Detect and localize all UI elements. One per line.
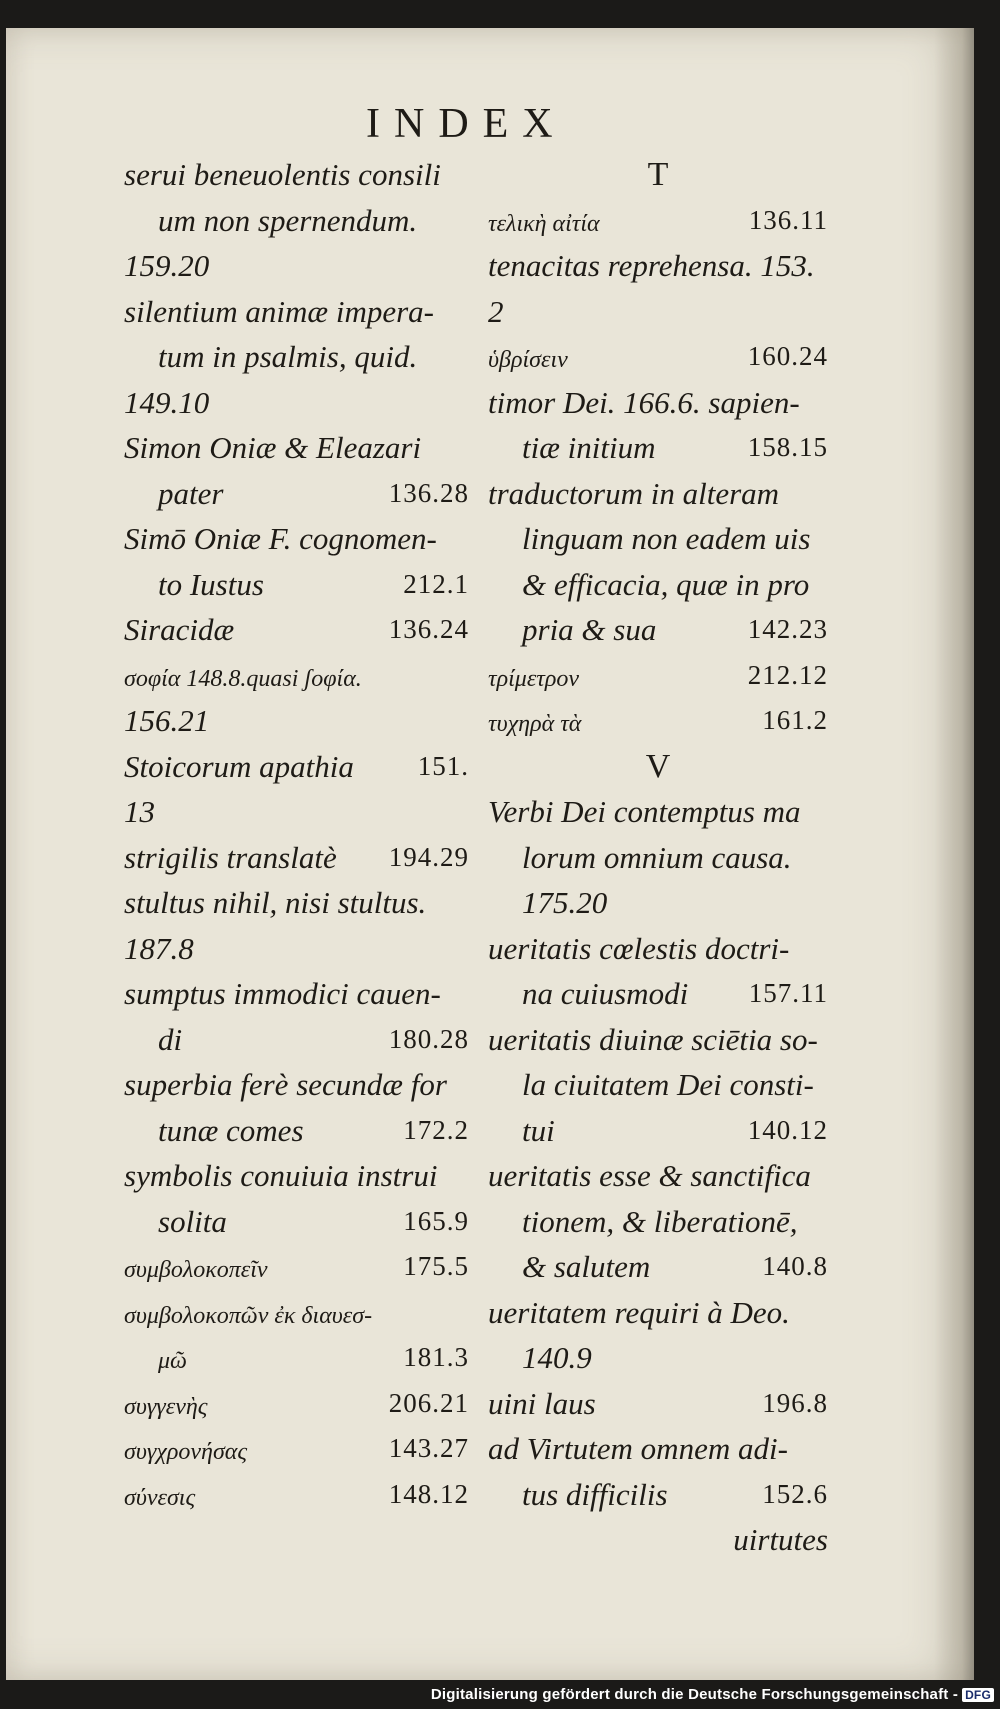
index-entry-text: τυχηρὰ τὰ xyxy=(488,711,582,737)
index-entry-text: um non spernendum. xyxy=(158,202,418,238)
index-entry-text: to Iustus xyxy=(158,566,264,602)
index-entry-text: συμβολοκοπεῖν xyxy=(124,1257,268,1283)
index-entry-line xyxy=(488,926,828,972)
index-entry-text: σοφία 148.8.quasi ʃοφία. xyxy=(124,665,362,692)
index-entry-text: Simon Oniæ & Eleazari xyxy=(124,430,422,465)
index-entry-text: serui beneuolentis consili xyxy=(124,157,441,192)
index-entry-text: 2 xyxy=(488,293,504,329)
index-column-right xyxy=(488,152,828,1563)
index-entry-text: Siracidæ xyxy=(124,612,235,647)
index-entry-text: ueritatis diuinæ sciētia so- xyxy=(488,1021,818,1057)
index-entry-line xyxy=(488,334,828,380)
index-entry-line xyxy=(124,1244,469,1290)
index-entry-line xyxy=(124,1153,469,1199)
index-entry-text: tenacitas reprehensa. 153. xyxy=(488,248,815,283)
index-entry-text: 149.10 xyxy=(124,384,210,420)
book-page xyxy=(6,28,974,1680)
index-entry-text: 156.21 xyxy=(124,703,210,738)
index-entry-text: la ciuitatem Dei consti- xyxy=(522,1067,814,1102)
index-entry-text: 140.9 xyxy=(522,1340,592,1375)
index-entry-line xyxy=(124,425,469,471)
index-entry-line xyxy=(488,880,828,926)
index-entry-line xyxy=(488,1017,828,1063)
index-entry-text: solita xyxy=(158,1203,227,1239)
index-entry-text: τρίμετρον xyxy=(488,665,580,692)
index-entry-line xyxy=(488,1517,828,1563)
index-entry-line xyxy=(488,1244,828,1290)
index-entry-line xyxy=(488,1062,828,1108)
index-page-reference: 194.29 xyxy=(388,841,469,872)
index-entry-text: stultus nihil, nisi stultus. xyxy=(124,885,427,920)
index-page-reference: 161.2 xyxy=(762,705,828,735)
index-page-reference: 160.24 xyxy=(747,341,828,371)
index-entry-line xyxy=(488,471,828,517)
index-entry-text: sumptus immodici cauen- xyxy=(124,976,441,1011)
index-entry-text: uirtutes xyxy=(733,1522,828,1557)
footer-credit-text: Digitalisierung gefördert durch die Deutsche Forschungsgemeinschaft - xyxy=(430,1686,959,1703)
index-entry-line xyxy=(488,1426,828,1472)
index-entry-text: tus difficilis xyxy=(522,1476,668,1512)
index-page-reference: 180.28 xyxy=(388,1023,469,1054)
index-entry-line xyxy=(124,152,469,198)
index-entry-line xyxy=(124,562,469,608)
index-page-reference: 140.8 xyxy=(762,1251,828,1281)
index-entry-text: μῶ xyxy=(158,1348,187,1374)
index-entry-line xyxy=(124,789,469,835)
index-entry-line xyxy=(124,1290,469,1336)
index-page-reference: 136.28 xyxy=(388,477,469,508)
index-entry-line xyxy=(488,380,828,426)
index-entry-line xyxy=(124,198,469,244)
index-entry-text: Verbi Dei contemptus ma xyxy=(488,794,801,829)
index-entry-text: di xyxy=(158,1021,183,1057)
index-entry-line xyxy=(124,1062,469,1108)
index-entry-line xyxy=(488,607,828,653)
index-entry-text: V xyxy=(645,747,671,785)
index-entry-text: συγγενὴς xyxy=(124,1393,208,1420)
index-entry-line xyxy=(488,516,828,562)
index-entry-line xyxy=(124,380,469,426)
index-page-reference: 212.1 xyxy=(403,568,469,599)
index-entry-text: 187.8 xyxy=(124,930,194,966)
index-entry-line xyxy=(124,1335,469,1381)
page-header: INDEX xyxy=(366,101,567,147)
index-page-reference: 140.12 xyxy=(747,1114,828,1145)
index-entry-line xyxy=(124,971,469,1017)
index-entry-line xyxy=(124,1472,469,1518)
index-entry-text: σύνεσις xyxy=(124,1484,196,1511)
index-page-reference: 142.23 xyxy=(747,614,828,644)
index-entry-line xyxy=(488,698,828,744)
index-entry-text: na cuiusmodi xyxy=(522,976,689,1011)
index-entry-text: pria & sua xyxy=(522,612,657,647)
index-entry-text: ueritatis cœlestis doctri- xyxy=(488,930,790,966)
digitization-footer xyxy=(431,1686,994,1703)
index-page-reference: 212.12 xyxy=(747,659,828,690)
index-entry-line xyxy=(488,971,828,1017)
index-entry-line xyxy=(488,562,828,608)
index-entry-text: linguam non eadem uis xyxy=(522,521,811,556)
index-column-left xyxy=(124,152,469,1517)
index-entry-line xyxy=(488,243,828,289)
index-entry-line xyxy=(488,1472,828,1518)
index-entry-line xyxy=(488,1290,828,1336)
index-entry-text: συγχρονήσας xyxy=(124,1439,248,1465)
index-entry-line xyxy=(488,1381,828,1427)
index-entry-text: tiæ initium xyxy=(522,430,656,465)
index-entry-line xyxy=(124,880,469,926)
index-section-letter xyxy=(488,152,828,198)
index-page-reference: 143.27 xyxy=(388,1433,469,1463)
index-page-reference: 151. xyxy=(417,750,469,781)
index-entry-text: 159.20 xyxy=(124,248,210,283)
index-entry-line xyxy=(124,243,469,289)
index-entry-line xyxy=(124,471,469,517)
index-entry-line xyxy=(124,744,469,790)
index-entry-text: traductorum in alteram xyxy=(488,475,780,511)
index-entry-text: ad Virtutem omnem adi- xyxy=(488,1431,788,1466)
index-entry-text: silentium animæ impera- xyxy=(124,293,434,329)
index-entry-text: & efficacia, quæ in pro xyxy=(522,566,810,602)
index-page-reference: 206.21 xyxy=(388,1387,469,1418)
index-entry-text: τελικὴ αἰτία xyxy=(488,210,600,237)
index-entry-line xyxy=(124,1017,469,1063)
index-entry-line xyxy=(488,198,828,244)
index-entry-text: superbia ferè secundæ for xyxy=(124,1067,447,1102)
index-entry-line xyxy=(124,653,469,699)
index-page-reference: 172.2 xyxy=(403,1114,469,1145)
index-entry-text: T xyxy=(647,156,669,193)
index-entry-text: pater xyxy=(158,475,224,511)
index-entry-text: Stoicorum apathia xyxy=(124,748,354,784)
index-entry-line xyxy=(488,835,828,881)
index-entry-text: συμβολοκοπῶν ἐκ διαυεσ- xyxy=(124,1302,373,1329)
index-entry-line xyxy=(124,607,469,653)
index-page-reference: 196.8 xyxy=(762,1387,828,1418)
index-entry-line xyxy=(488,789,828,835)
dfg-logo-badge: DFG xyxy=(962,1688,994,1702)
index-entry-line xyxy=(488,289,828,335)
index-entry-text: ueritatem requiri à Deo. xyxy=(488,1294,790,1330)
index-page-reference: 148.12 xyxy=(388,1478,469,1509)
index-entry-text: tum in psalmis, quid. xyxy=(158,339,418,374)
index-entry-text: uini laus xyxy=(488,1385,596,1421)
index-entry-line xyxy=(124,334,469,380)
index-entry-line xyxy=(488,425,828,471)
index-page-reference: 158.15 xyxy=(747,432,828,462)
index-entry-line xyxy=(488,1153,828,1199)
index-entry-line xyxy=(124,1199,469,1245)
index-entry-line xyxy=(124,926,469,972)
index-entry-line xyxy=(124,516,469,562)
index-page-reference: 157.11 xyxy=(748,978,828,1008)
index-entry-text: & salutem xyxy=(522,1249,651,1284)
index-entry-text: ueritatis esse & sanctifica xyxy=(488,1158,811,1193)
index-entry-line xyxy=(488,1199,828,1245)
index-entry-text: Simō Oniæ F. cognomen- xyxy=(124,521,437,556)
index-entry-text: tunæ comes xyxy=(158,1112,304,1148)
index-entry-line xyxy=(124,835,469,881)
index-entry-line xyxy=(488,653,828,699)
index-entry-text: strigilis translatè xyxy=(124,839,337,875)
index-entry-line xyxy=(124,1426,469,1472)
index-entry-line xyxy=(124,698,469,744)
index-entry-line xyxy=(124,1381,469,1427)
index-section-letter xyxy=(488,744,828,790)
index-entry-text: symbolis conuiuia instrui xyxy=(124,1158,438,1193)
index-page-reference: 165.9 xyxy=(403,1205,469,1236)
index-page-reference: 136.11 xyxy=(748,204,828,235)
index-entry-text: tionem, & liberationē, xyxy=(522,1203,798,1239)
index-page-reference: 175.5 xyxy=(403,1251,469,1281)
index-entry-text: timor Dei. 166.6. sapien- xyxy=(488,384,800,420)
index-entry-text: 13 xyxy=(124,794,155,829)
index-entry-line xyxy=(488,1335,828,1381)
index-page-reference: 136.24 xyxy=(388,614,469,644)
index-page-reference: 181.3 xyxy=(403,1342,469,1372)
index-entry-line xyxy=(488,1108,828,1154)
index-entry-line xyxy=(124,289,469,335)
index-page-reference: 152.6 xyxy=(762,1478,828,1509)
index-entry-line xyxy=(124,1108,469,1154)
index-entry-text: tui xyxy=(522,1112,555,1148)
index-entry-text: ὑβρίσειν xyxy=(488,347,568,373)
index-entry-text: lorum omnium causa. xyxy=(522,839,792,875)
page-edge-shadow xyxy=(934,28,974,1680)
index-entry-text: 175.20 xyxy=(522,885,608,920)
